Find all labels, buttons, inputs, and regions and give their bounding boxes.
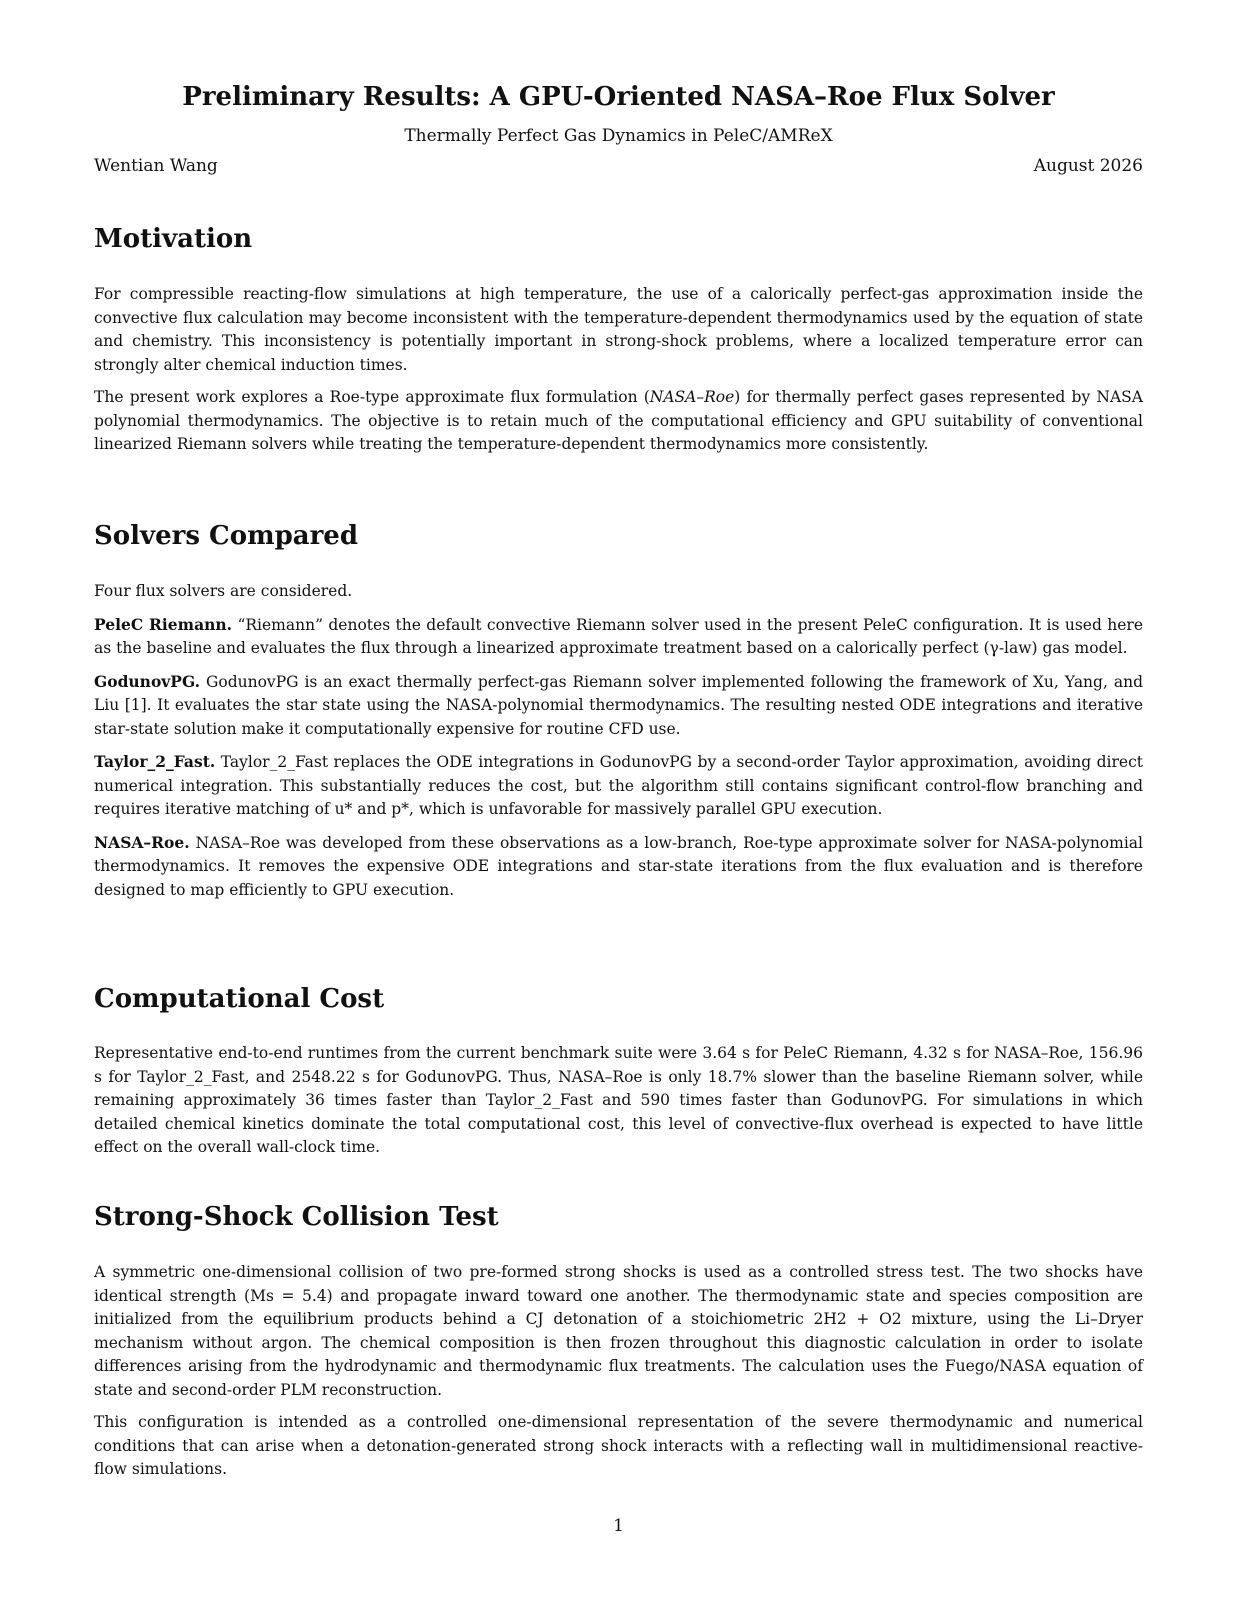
solver-text: NASA–Roe was developed from these observations as a low-branch, Roe-type approximate solver for NASA-polynomial thermodynamics. It removes the expensive ODE integrations and star-state iterations from the flux evaluation and is therefore designed to map efficiently to GPU execution. <box>94 833 1143 899</box>
section-heading-motivation: Motivation <box>94 224 253 254</box>
paragraph: For compressible reacting-flow simulations at high temperature, the use of a calorically perfect-gas approximation inside the convective flux calculation may become inconsistent with the temperature-dependent thermodynamics used by the equation of state and chemistry. This inconsistency is potentially important in strong-shock problems, where a localized temperature error can strongly alter chemical induction times. <box>94 285 1143 374</box>
solver-text: Taylor_2_Fast replaces the ODE integrations in GodunovPG by a second-order Taylor approximation, avoiding direct numerical integration. This substantially reduces the cost, but the algorithm still contains significant control-flow branching and requires iterative matching of u* and p*, which is unfavorable for massively parallel GPU execution. <box>94 753 1143 818</box>
paragraph <box>94 386 1143 457</box>
paper-title: Preliminary Results: A GPU-Oriented NASA–Roe Flux Solver <box>182 82 1055 112</box>
paragraph: Representative end-to-end runtimes from the current benchmark suite were 3.64 s for PeleC Riemann, 4.32 s for NASA–Roe, 156.96 s for Taylor_2_Fast, and 2548.22 s for GodunovPG. Thus, NASA–Roe is only 18.7% slower than the baseline Riemann solver, while remaining approximately 36 times faster than Taylor_2_Fast and 590 times faster than GodunovPG. For simulations in which detailed chemical kinetics dominate the total computational cost, this level of convective-flux overhead is expected to have little effect on the overall wall-clock time. <box>94 1044 1143 1156</box>
solver-entry-godunovpg <box>94 670 1143 742</box>
paragraph: A symmetric one-dimensional collision of two pre-formed strong shocks is used as a controlled stress test. The two shocks have identical strength (Ms = 5.4) and propagate inward toward one another. The thermodynamic state and species composition are initialized from the equilibrium products behind a CJ detonation of a stoichiometric 2H2 + O2 mixture, using the Li–Dryer mechanism without argon. The chemical composition is then frozen throughout this diagnostic calculation in order to isolate differences arising from the hydrodynamic and thermodynamic flux treatments. The calculation uses the Fuego/NASA equation of state and second-order PLM reconstruction. <box>94 1263 1143 1399</box>
section-heading-cost: Computational Cost <box>94 984 385 1014</box>
solver-entry-pelec <box>94 613 1143 661</box>
byline <box>94 156 1143 176</box>
section-motivation <box>94 283 1143 466</box>
solver-text: GodunovPG is an exact thermally perfect-gas Riemann solver implemented following the framework of Xu, Yang, and Liu [1]. It evaluates the star state using the NASA-polynomial thermodynamics. The resulting nested ODE integrations and iterative star-state solution make it computationally expensive for routine CFD use. <box>94 672 1143 738</box>
author: Wentian Wang <box>94 156 218 176</box>
solver-lead: NASA–Roe. <box>94 832 190 852</box>
page-number: 1 <box>613 1516 624 1536</box>
solver-entry-taylor <box>94 750 1143 822</box>
section-heading-solvers: Solvers Compared <box>94 521 359 551</box>
solver-entry-nasa-roe <box>94 831 1143 903</box>
section-solvers <box>94 580 1143 911</box>
section-cost <box>94 1042 1143 1169</box>
solver-text: “Riemann” denotes the default convective Riemann solver used in the present PeleC configuration. It is used here as the baseline and evaluates the flux through a linearized approximate treatment based on a calorically perfect (γ-law) gas model. <box>94 615 1144 657</box>
text-run: ) for thermally perfect gases represented by NASA polynomial thermodynamics. The objective is to retain much of the computational efficiency and GPU suitability of conventional linearized Riemann solvers while treating the temperature-dependent thermodynamics more consistently. <box>94 388 1143 453</box>
paragraph: Four flux solvers are considered. <box>94 582 353 600</box>
paragraph: This configuration is intended as a controlled one-dimensional representation of the severe thermodynamic and numerical conditions that can arise when a detonation-generated strong shock interacts with a reflecting wall in multidimensional reactive-flow simulations. <box>94 1413 1143 1478</box>
solver-lead: GodunovPG. <box>94 671 201 691</box>
solver-name-italic: NASA–Roe <box>649 388 735 406</box>
text-run: The present work explores a Roe-type approximate flux formulation ( <box>94 388 650 406</box>
solver-lead: PeleC Riemann. <box>94 614 233 634</box>
section-heading-shock: Strong-Shock Collision Test <box>94 1202 499 1232</box>
section-shock <box>94 1261 1143 1491</box>
date: August 2026 <box>1033 156 1143 176</box>
solver-lead: Taylor_2_Fast. <box>94 752 216 771</box>
paper-subtitle: Thermally Perfect Gas Dynamics in PeleC/AMReX <box>404 126 833 146</box>
